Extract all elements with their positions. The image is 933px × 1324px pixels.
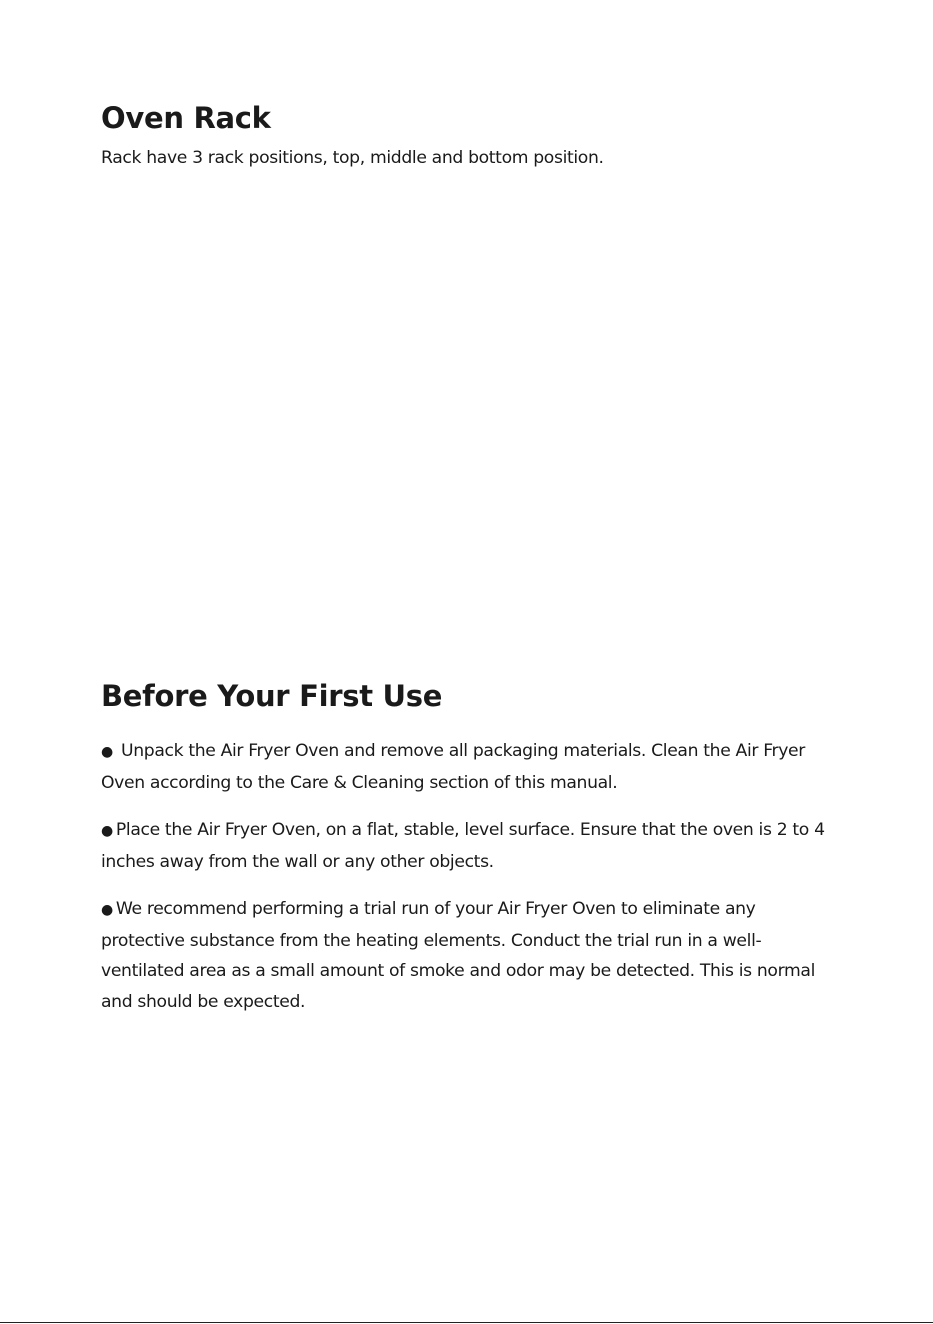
page-bottom-rule [0, 1322, 933, 1323]
before-first-use-heading: Before Your First Use [101, 679, 443, 713]
before-first-use-section [101, 676, 841, 1034]
list-item [101, 815, 841, 877]
bullet-text: We recommend performing a trial run of your Air Fryer Oven to eliminate any protective substance from the heating elements. Conduct the trial run in a well-ventilated area as a small amount of smoke and odor may be detected. This is normal and should be expected. [101, 899, 816, 1012]
bullet-text: Unpack the Air Fryer Oven and remove all packaging materials. Clean the Air Fryer Oven according to the Care & Cleaning section of this manual. [101, 741, 805, 793]
rack-illustration-area [101, 190, 841, 660]
bullet-icon: ● [101, 744, 113, 760]
first-use-bullet-list [101, 736, 841, 1017]
bullet-icon: ● [101, 902, 113, 918]
bullet-icon: ● [101, 823, 113, 839]
list-item [101, 736, 841, 798]
oven-rack-description: Rack have 3 rack positions, top, middle and bottom position. [101, 148, 604, 168]
bullet-text: Place the Air Fryer Oven, on a flat, stable, level surface. Ensure that the oven is 2 to 4 inches away from the wall or any other objects. [101, 820, 825, 872]
oven-rack-heading: Oven Rack [101, 101, 271, 135]
oven-rack-section [101, 98, 841, 174]
list-item [101, 894, 841, 1017]
